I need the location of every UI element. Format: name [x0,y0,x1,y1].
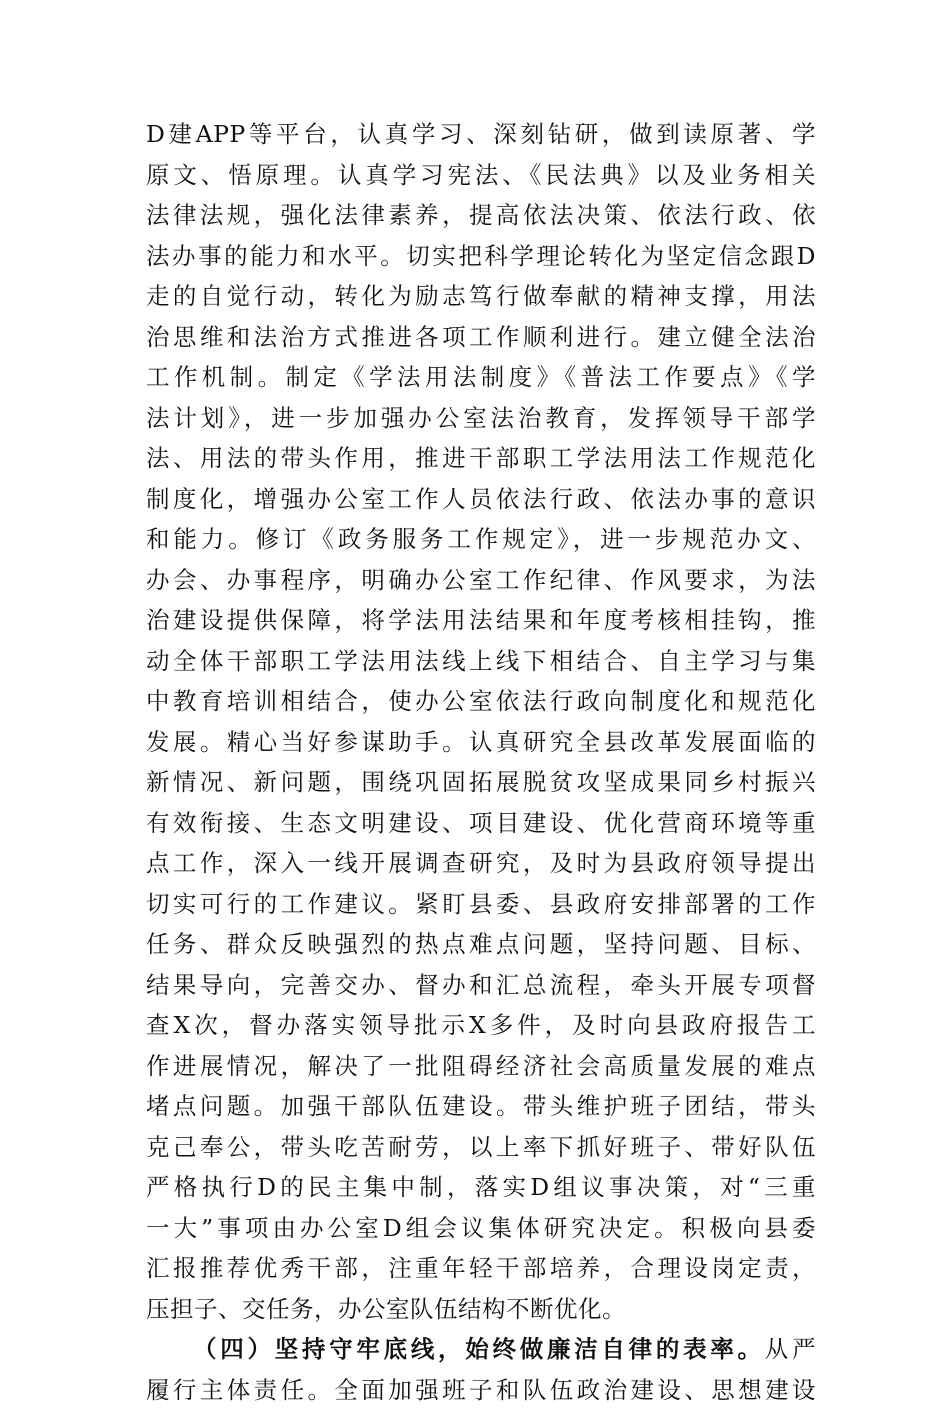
text-line-5: 走的自觉行动，转化为励志笃行做奉献的精神支撑，用法 [146,276,816,317]
text-line-13: 治建设提供保障，将学法用法结果和年度考核相挂钩，推 [146,600,816,641]
text-line-11: 和能力。修订《政务服务工作规定》，进一步规范办文、 [146,519,816,560]
text-line-4: 法办事的能力和水平。切实把科学理论转化为坚定信念跟D [146,236,816,277]
text-line-8: 法计划》，进一步加强办公室法治教育，发挥领导干部学 [146,398,816,439]
text-line-23: 查X次，督办落实领导批示X多件，及时向县政府报告工 [146,1005,816,1046]
text-line-18: 有效衔接、生态文明建设、项目建设、优化营商环境等重 [146,803,816,844]
text-line-28: 一大”事项由办公室D组会议集体研究决定。积极向县委 [146,1208,816,1249]
text-line-21: 任务、群众反映强烈的热点难点问题，坚持问题、目标、 [146,924,816,965]
section-heading: （四）坚持守牢底线，始终做廉洁自律的表率。 [193,1335,765,1363]
text-line-final: 履行主体责任。全面加强班子和队伍政治建设、思想建设 [146,1370,816,1410]
text-line-7: 工作机制。制定《学法用法制度》《普法工作要点》《学 [146,357,816,398]
text-line-26: 克己奉公，带头吃苦耐劳，以上率下抓好班子、带好队伍 [146,1127,816,1168]
text-line-25: 堵点问题。加强干部队伍建设。带头维护班子团结，带头 [146,1086,816,1127]
text-line-9: 法、用法的带头作用，推进干部职工学法用法工作规范化 [146,438,816,479]
text-line-17: 新情况、新问题，围绕巩固拓展脱贫攻坚成果同乡村振兴 [146,762,816,803]
section-heading-continuation: 从严 [765,1335,816,1363]
text-line-6: 治思维和法治方式推进各项工作顺利进行。建立健全法治 [146,317,816,358]
body-text [146,114,816,1410]
text-line-29: 汇报推荐优秀干部，注重年轻干部培养，合理设岗定责， [146,1248,816,1289]
text-line-30: 压担子、交任务，办公室队伍结构不断优化。 [146,1289,816,1330]
text-line-19: 点工作，深入一线开展调查研究，及时为县政府领导提出 [146,843,816,884]
text-line-20: 切实可行的工作建议。紧盯县委、县政府安排部署的工作 [146,884,816,925]
text-line-27: 严格执行D的民主集中制，落实D组议事决策，对“三重 [146,1167,816,1208]
text-line-15: 中教育培训相结合，使办公室依法行政向制度化和规范化 [146,681,816,722]
text-line-3: 法律法规，强化法律素养，提高依法决策、依法行政、依 [146,195,816,236]
text-line-1: D建APP等平台，认真学习、深刻钻研，做到读原著、学 [146,114,816,155]
text-line-16: 发展。精心当好参谋助手。认真研究全县改革发展面临的 [146,722,816,763]
text-line-22: 结果导向，完善交办、督办和汇总流程，牵头开展专项督 [146,965,816,1006]
text-line-10: 制度化，增强办公室工作人员依法行政、依法办事的意识 [146,479,816,520]
section-heading-line [146,1329,816,1370]
text-line-14: 动全体干部职工学法用法线上线下相结合、自主学习与集 [146,641,816,682]
text-line-24: 作进展情况，解决了一批阻碍经济社会高质量发展的难点 [146,1046,816,1087]
text-line-12: 办会、办事程序，明确办公室工作纪律、作风要求，为法 [146,560,816,601]
text-line-2: 原文、悟原理。认真学习宪法、《民法典》以及业务相关 [146,155,816,196]
